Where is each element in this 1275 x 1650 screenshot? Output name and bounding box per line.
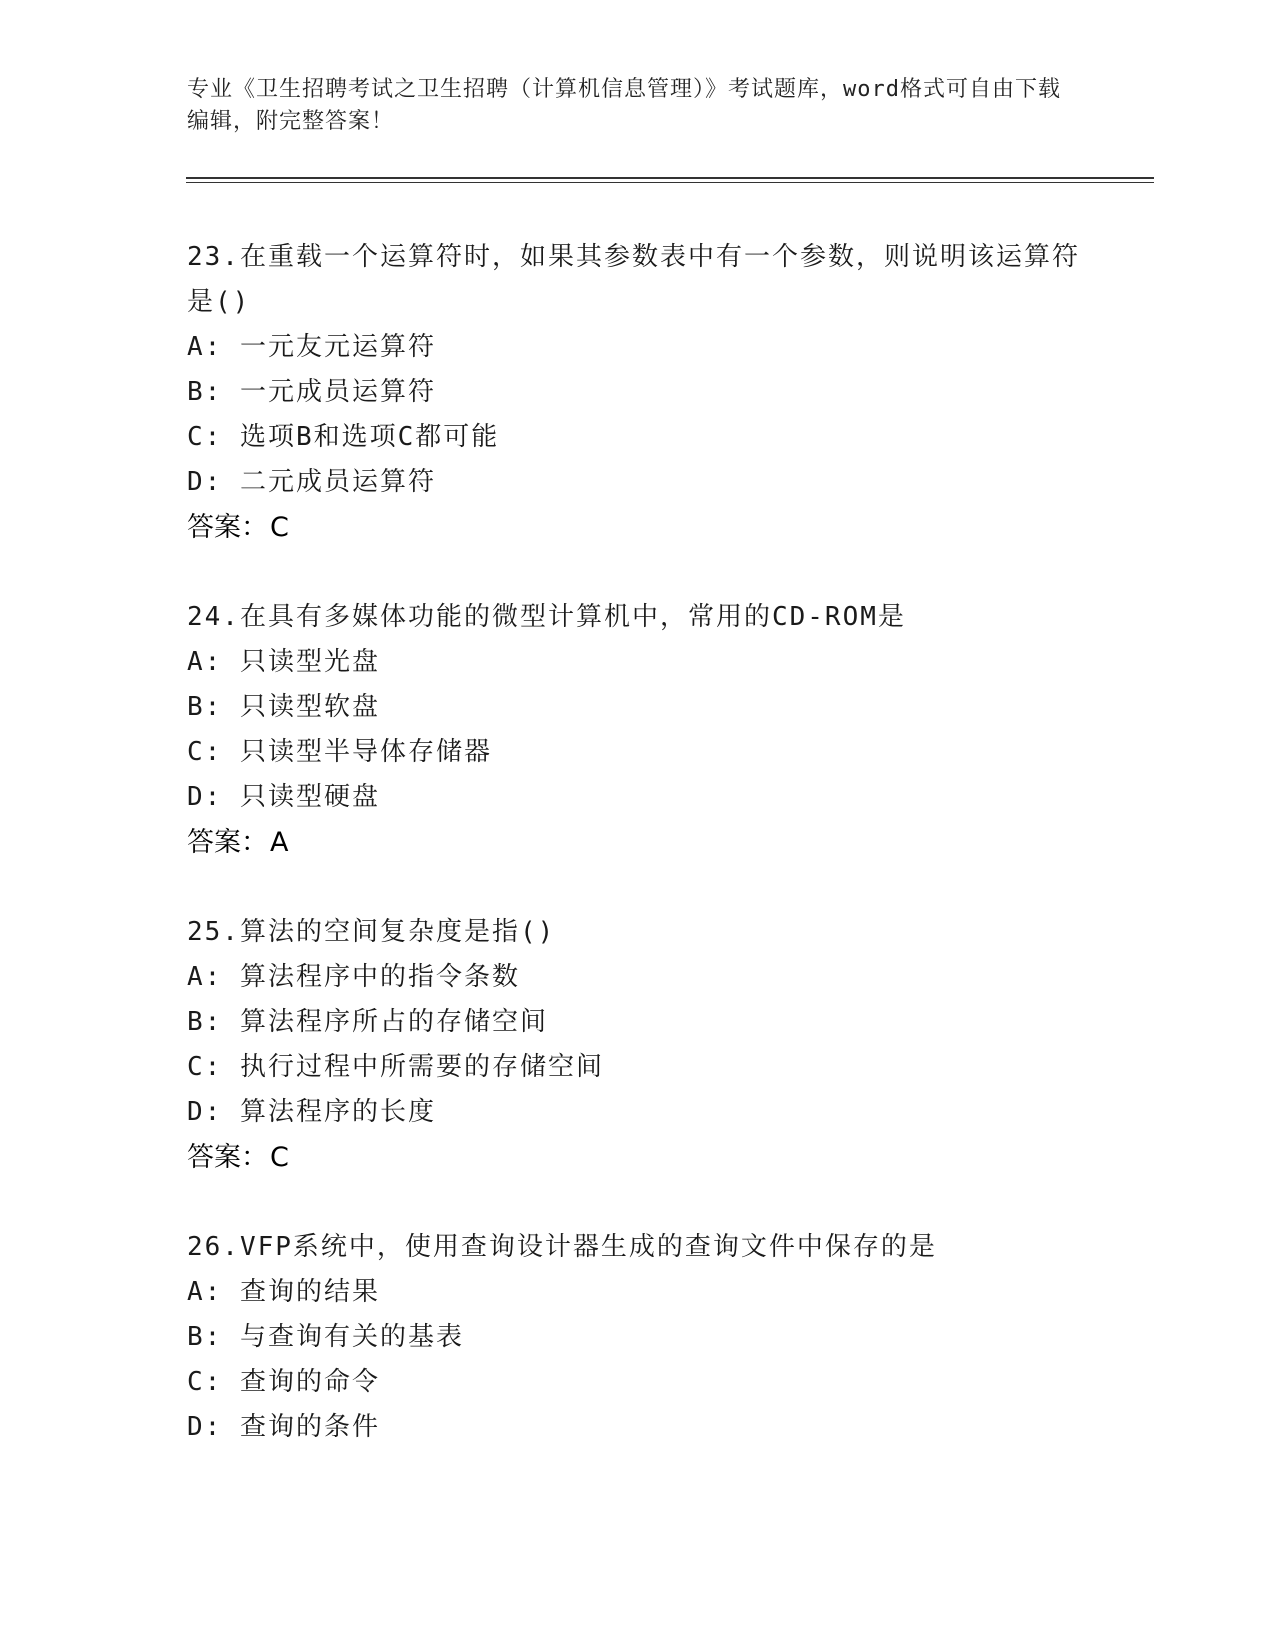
option-a: A: 一元友元运算符 xyxy=(187,332,436,362)
option-d: D: 二元成员运算符 xyxy=(187,467,436,497)
option-d: D: 算法程序的长度 xyxy=(187,1097,436,1127)
question-text: 24.在具有多媒体功能的微型计算机中，常用的CD-ROM是 xyxy=(187,602,906,632)
option-b: B: 算法程序所占的存储空间 xyxy=(187,1007,548,1037)
answer-line xyxy=(187,505,1087,551)
option-d: D: 查询的条件 xyxy=(187,1412,380,1442)
option-c: C: 选项B和选项C都可能 xyxy=(187,422,500,452)
question-23 xyxy=(187,235,1087,551)
document-header: 专业《卫生招聘考试之卫生招聘（计算机信息管理）》考试题库，word格式可自由下载编辑，附完整答案！ xyxy=(187,77,1061,134)
answer-value: C xyxy=(270,1142,289,1173)
option-b: B: 与查询有关的基表 xyxy=(187,1322,464,1352)
option-a: A: 查询的结果 xyxy=(187,1277,380,1307)
answer-value: C xyxy=(270,512,289,543)
option-c: C: 查询的命令 xyxy=(187,1367,380,1397)
header-divider-thick xyxy=(186,177,1154,179)
option-b: B: 一元成员运算符 xyxy=(187,377,436,407)
option-b: B: 只读型软盘 xyxy=(187,692,380,722)
option-a: A: 算法程序中的指令条数 xyxy=(187,962,520,992)
question-26 xyxy=(187,1225,1087,1450)
option-a: A: 只读型光盘 xyxy=(187,647,380,677)
question-25 xyxy=(187,910,1087,1181)
question-text: 25.算法的空间复杂度是指() xyxy=(187,917,556,947)
question-text: 26.VFP系统中，使用查询设计器生成的查询文件中保存的是 xyxy=(187,1232,937,1262)
answer-line xyxy=(187,1135,1087,1181)
answer-line xyxy=(187,820,1087,866)
header-divider-thin xyxy=(186,182,1154,183)
question-24 xyxy=(187,595,1087,866)
option-d: D: 只读型硬盘 xyxy=(187,782,380,812)
answer-label: 答案： xyxy=(187,827,268,858)
question-text: 23.在重载一个运算符时，如果其参数表中有一个参数，则说明该运算符是() xyxy=(187,242,1080,317)
answer-value: A xyxy=(270,827,289,858)
answer-label: 答案： xyxy=(187,1142,268,1173)
question-list xyxy=(187,235,1087,1494)
answer-label: 答案： xyxy=(187,512,268,543)
option-c: C: 只读型半导体存储器 xyxy=(187,737,492,767)
option-c: C: 执行过程中所需要的存储空间 xyxy=(187,1052,604,1082)
